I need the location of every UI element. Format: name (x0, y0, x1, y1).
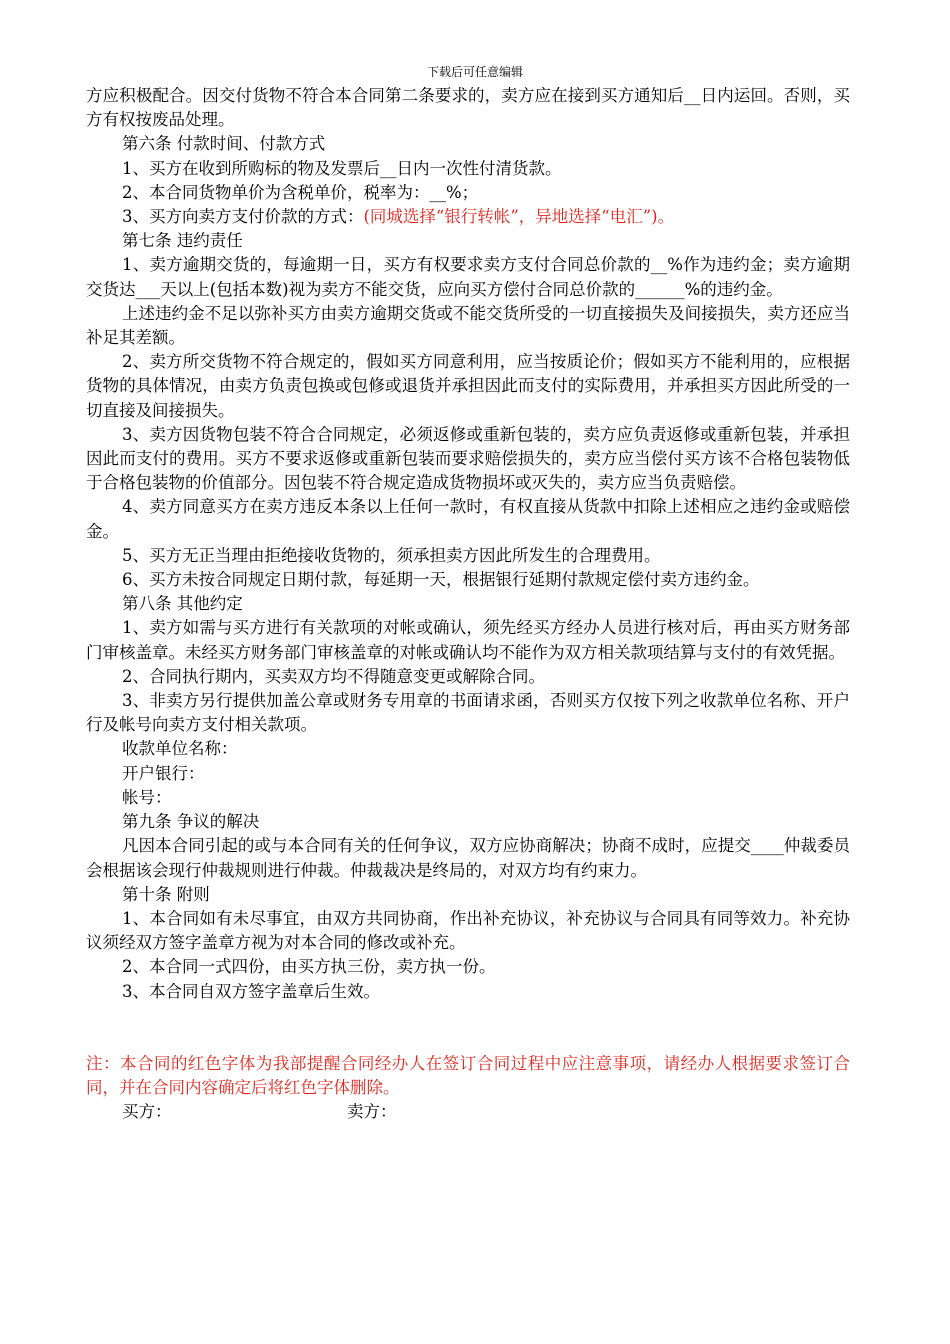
paragraph: 1、本合同如有未尽事宜，由双方共同协商，作出补充协议，补充协议与合同具有同等效力。补充协议须经双方签字盖章方视为对本合同的修改或补充。 (86, 908, 850, 953)
seller-signature-label: 卖方： (347, 1102, 397, 1122)
paragraph: 6、买方未按合同规定日期付款，每延期一天，根据银行延期付款规定偿付卖方违约金。 (122, 570, 760, 590)
paragraph: 上述违约金不足以弥补买方由卖方逾期交货或不能交货所受的一切直接损失及间接损失，卖方还应当补足其差额。 (86, 303, 850, 348)
page-header: 下载后可任意编辑 (426, 65, 523, 79)
section-heading-6: 第六条 付款时间、付款方式 (122, 134, 326, 154)
paragraph-payment-method (86, 205, 850, 229)
paragraph: 1、卖方如需与买方进行有关款项的对帐或确认，须先经买方经办人员进行核对后，再由买方财务部门审核盖章。未经买方财务部门审核盖章的对帐或确认均不能作为双方相关款项结算与支付的有效凭据。 (86, 618, 850, 662)
paragraph: 方应积极配合。因交付货物不符合本合同第二条要求的，卖方应在接到买方通知后__日内运回。否则，买方有权按废品处理。 (86, 86, 850, 130)
signature-line (86, 1100, 850, 1124)
account-field: 帐号： (122, 787, 172, 807)
spacer (86, 1004, 850, 1052)
paragraph: 2、本合同一式四份，由买方执三份，卖方执一份。 (122, 957, 496, 977)
red-hint-text: (同城选择“银行转帐”，异地选择“电汇”)。 (363, 207, 675, 227)
paragraph: 4、卖方同意买方在卖方违反本条以上任何一款时，有权直接从货款中扣除上述相应之违约金或赔偿金。 (86, 497, 850, 541)
paragraph: 2、卖方所交货物不符合规定的，假如买方同意利用，应当按质论价；假如买方不能利用的，应根据货物的具体情况，由卖方负责包换或包修或退货并承担因此而支付的实际费用，并承担买方因此所受的一切直接及间接损失。 (86, 352, 850, 420)
paragraph: 3、卖方因货物包装不符合合同规定，必须返修或重新包装的，卖方应负责返修或重新包装，并承担因此而支付的费用。买方不要求返修或重新包装而要求赔偿损失的，卖方应当偿付买方该不合格包装物低于合格包装物的价值部分。因包装不符合规定造成货物损坏或灭失的，卖方应当负责赔偿。 (86, 424, 850, 493)
paragraph: 3、非卖方另行提供加盖公章或财务专用章的书面请求函，否则买方仅按下列之收款单位名称、开户行及帐号向卖方支付相关款项。 (86, 691, 850, 735)
bank-field: 开户银行： (122, 763, 205, 783)
paragraph: 5、买方无正当理由拒绝接收货物的，须承担卖方因此所发生的合理费用。 (122, 545, 661, 565)
payee-name-field: 收款单位名称： (122, 739, 238, 759)
section-heading-10: 第十条 附则 (122, 884, 210, 904)
red-note: 注：本合同的红色字体为我部提醒合同经办人在签订合同过程中应注意事项，请经办人根据要求签订合同，并在合同内容确定后将红色字体删除。 (86, 1053, 850, 1097)
paragraph: 2、本合同货物单价为含税单价，税率为：__%； (122, 182, 479, 202)
section-heading-9: 第九条 争议的解决 (122, 812, 260, 832)
contract-body (86, 84, 850, 1124)
payment-method-label: 3、买方向卖方支付价款的方式： (122, 207, 364, 227)
buyer-signature-label: 买方： (122, 1102, 172, 1122)
paragraph: 2、合同执行期内，买卖双方均不得随意变更或解除合同。 (122, 666, 545, 686)
section-heading-7: 第七条 违约责任 (122, 231, 243, 251)
paragraph: 1、卖方逾期交货的，每逾期一日，买方有权要求卖方支付合同总价款的__%作为违约金；卖方逾期交货达___天以上(包括本数)视为卖方不能交货，应向买方偿付合同总价款的______%的违约金。 (86, 255, 850, 299)
paragraph: 凡因本合同引起的或与本合同有关的任何争议，双方应协商解决；协商不成时，应提交____仲裁委员会根据该会现行仲裁规则进行仲裁。仲裁裁决是终局的，对双方均有约束力。 (86, 836, 850, 880)
paragraph: 1、买方在收到所购标的物及发票后__日内一次性付清货款。 (122, 158, 562, 178)
section-heading-8: 第八条 其他约定 (122, 594, 243, 614)
paragraph: 3、本合同自双方签字盖章后生效。 (122, 981, 380, 1001)
